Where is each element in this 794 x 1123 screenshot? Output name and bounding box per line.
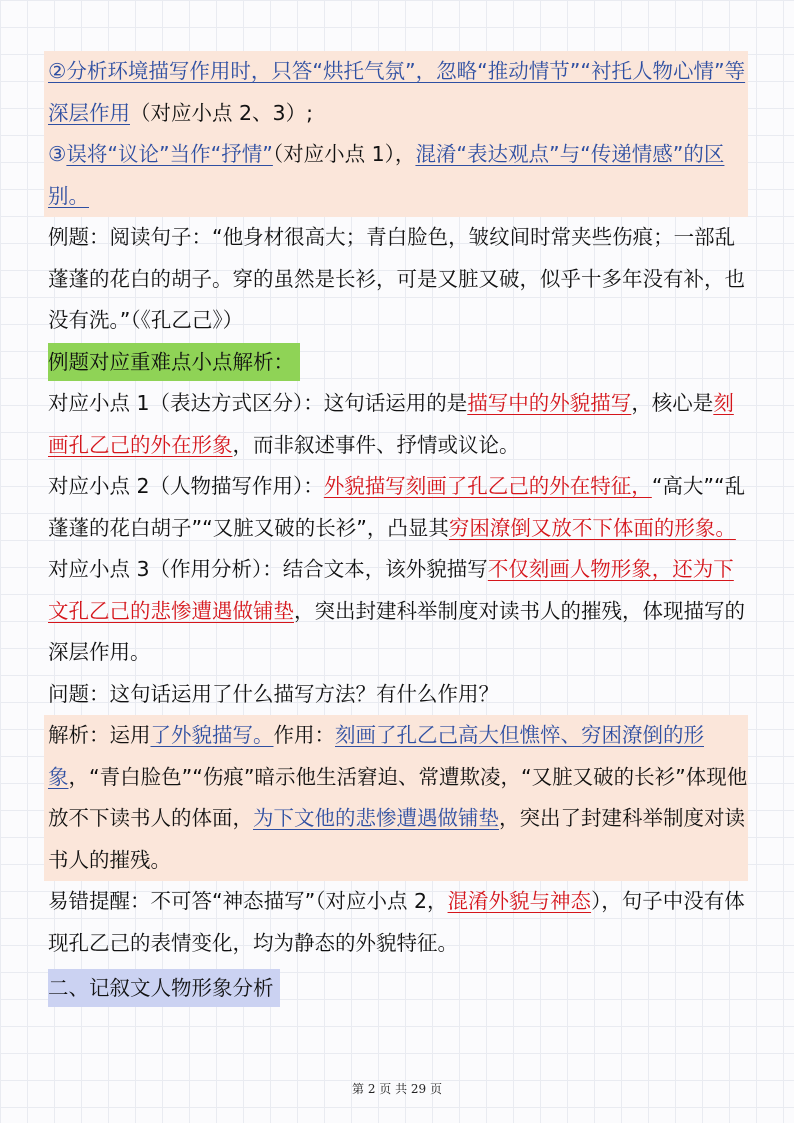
text-run: ，“青白脸色”“伤痕”暗示他生活窘迫、常遭欺凌，“又脏又破的长衫”体现他放不下读书人的体面，	[48, 764, 748, 830]
text-run: 例题：阅读句子：“他身材很高大；青白脸色，皱纹间时常夹些伤痕；一部乱蓬蓬的花白的胡子。穿的虽然是长衫，可是又脏又破，似乎十多年没有补，也没有洗。”（《孔乙己》）	[48, 225, 745, 332]
red-underlined-phrase: 外貌描写刻画了孔乙己的外在特征，	[323, 474, 652, 498]
text-run: “高大”“乱蓬蓬的花白胡子”“又脏又破的长衫”，凸显其	[48, 474, 746, 540]
mistake-item-2	[44, 51, 748, 134]
text-run: 作用：	[273, 723, 335, 747]
red-underlined-phrase: 刻画孔乙己的外在形象	[48, 391, 734, 457]
point-3-analysis	[48, 549, 748, 674]
text-run: （对应小点 2、3）;	[130, 100, 314, 125]
analysis-heading	[48, 342, 748, 384]
text-run: 对应小点 1（表达方式区分）：这句话运用的是	[48, 391, 468, 415]
text-run: 对应小点 2（人物描写作用）：	[48, 474, 324, 498]
text-run: ，突出了封建科举制度对读书人的摧残。	[48, 806, 745, 872]
underlined-phrase: 混淆“表达观点”与“传递情感”的区别。	[48, 142, 725, 208]
item-marker: ③	[48, 142, 67, 166]
text-run: 解析：运用	[48, 723, 151, 747]
point-2-analysis	[48, 466, 748, 549]
underlined-phrase: 了外貌描写。	[150, 723, 274, 747]
red-underlined-phrase: 描写中的外貌描写	[467, 391, 632, 415]
document-body	[48, 0, 748, 1010]
text-run: ），句子中没有体现孔乙己的表情变化，均为静态的外貌特征。	[48, 889, 745, 955]
text-run: 对应小点 3（作用分析）：结合文本，该外貌描写	[48, 557, 488, 581]
underlined-phrase: 误将“议论”当作“抒情”	[66, 142, 273, 166]
red-underlined-phrase: 不仅刻画人物形象，还为下文孔乙己的悲惨遭遇做铺垫	[48, 557, 734, 623]
point-1-analysis	[48, 383, 748, 466]
mistake-item-3	[44, 134, 748, 217]
text-run: （对应小点 1），	[272, 142, 416, 166]
text-run: 易错提醒：不可答“神态描写”（对应小点 2，	[48, 889, 448, 913]
error-reminder	[48, 881, 748, 964]
page-footer: 第 2 页 共 29 页	[352, 1082, 442, 1096]
text-run: ，而非叙述事件、抒情或议论。	[232, 432, 520, 457]
question-line	[48, 674, 748, 716]
text-run: ，突出封建科举制度对读书人的摧残，体现描写的深层作用。	[48, 598, 745, 664]
text-run: ，核心是	[631, 391, 714, 415]
section-title: 二、记叙文人物形象分析	[48, 969, 280, 1007]
underlined-phrase: ②分析环境描写作用时，只答“烘托气氛”，忽略“推动情节”“衬托人物心情”等深层作用	[48, 59, 746, 125]
underlined-phrase: 为下文他的悲惨遭遇做铺垫	[253, 806, 499, 830]
section-heading	[48, 968, 748, 1010]
green-highlighted-heading: 例题对应重难点小点解析：	[48, 343, 300, 381]
text-run: 问题：这句话运用了什么描写方法？有什么作用？	[48, 681, 499, 706]
example-question	[48, 217, 748, 342]
red-underlined-phrase: 穷困潦倒又放不下体面的形象。	[448, 515, 736, 540]
underlined-phrase: 刻画了孔乙己高大但憔悴、穷困潦倒的形象	[48, 723, 704, 789]
answer-analysis	[44, 715, 748, 881]
red-underlined-phrase: 混淆外貌与神态	[447, 889, 592, 913]
